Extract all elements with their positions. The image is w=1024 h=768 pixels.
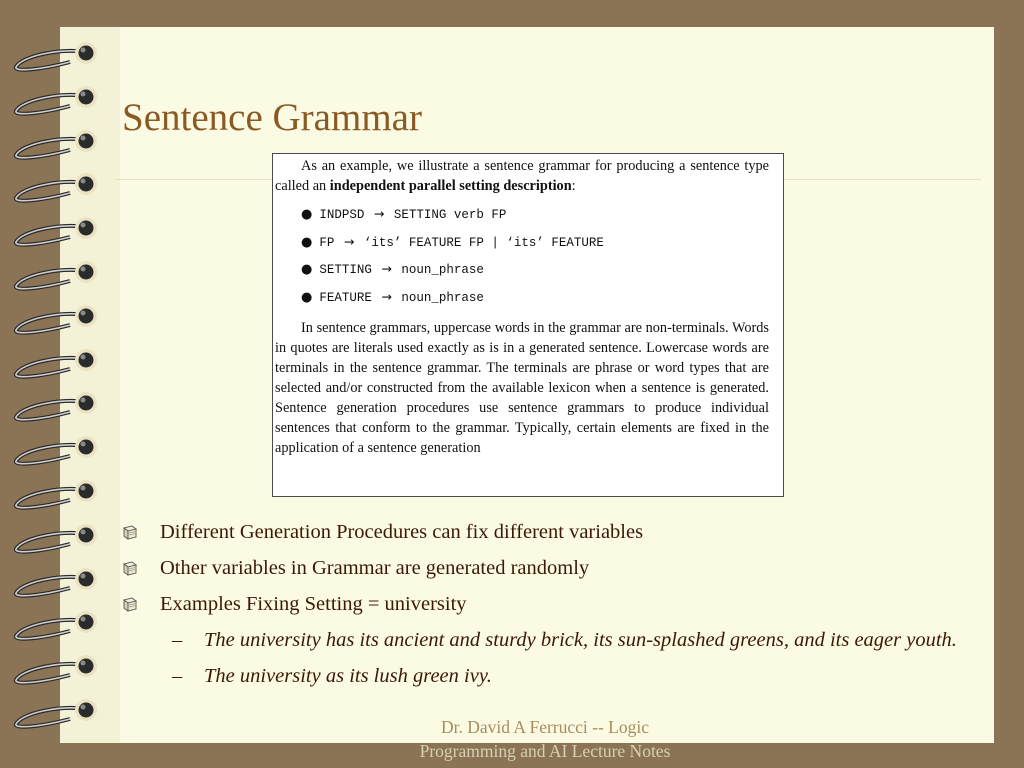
bullet-item <box>122 555 962 591</box>
grammar-rule: ● SETTING → noun_phrase <box>301 261 484 277</box>
excerpt-body-text: In sentence grammars, uppercase words in the grammar are non-terminals. Words in quotes are literals used exactly as is in a generated sentence. Lowercase words are terminals in the sentence grammar. The terminals are phrase or word types that are selected and/or constructed from the available lexicon when a sentence is generated. Sentence generation procedures use sentence grammars to produce individual sentences that conform to the grammar. Typically, certain elements are fixed in the application of a sentence generation <box>275 319 769 456</box>
sub-bullet-item <box>122 663 962 699</box>
sub-bullet-text: The university as its lush green ivy. <box>204 665 492 687</box>
excerpt-bold-term: independent parallel setting description <box>329 178 572 194</box>
binding-ring <box>0 78 110 118</box>
excerpt-intro-end: : <box>571 178 576 194</box>
binding-ring <box>0 122 110 162</box>
slide-footer <box>380 715 710 763</box>
slide-title: Sentence Grammar <box>122 96 422 139</box>
binding-ring <box>0 603 110 643</box>
book-icon <box>122 560 138 576</box>
binding-ring <box>0 647 110 687</box>
grammar-rule: ● FEATURE → noun_phrase <box>301 288 484 305</box>
bullet-list <box>122 519 962 699</box>
binding-ring <box>0 560 110 600</box>
sub-bullet-item <box>122 627 962 663</box>
binding-ring <box>0 209 110 249</box>
binding-ring <box>0 691 110 731</box>
sub-bullet-dash: – <box>172 665 183 687</box>
binding-ring <box>0 516 110 556</box>
excerpt-intro-text: As an example, we illustrate a sentence grammar for producing a sentence type called an <box>275 158 769 194</box>
textbook-excerpt-image <box>272 153 784 497</box>
grammar-rule: ● INDPSD → SETTING verb FP <box>301 206 507 222</box>
binding-ring <box>0 384 110 424</box>
book-icon <box>122 524 138 540</box>
excerpt-intro <box>275 156 769 196</box>
spiral-binding <box>0 0 110 768</box>
grammar-rules <box>275 205 769 307</box>
footer-line-2: Programming and AI Lecture Notes <box>419 741 671 761</box>
excerpt-body <box>275 318 769 458</box>
binding-ring <box>0 341 110 381</box>
bullet-text: Other variables in Grammar are generated randomly <box>160 557 590 579</box>
bullet-text: Examples Fixing Setting = university <box>160 593 467 615</box>
bullet-text: Different Generation Procedures can fix different variables <box>160 521 644 543</box>
binding-ring <box>0 297 110 337</box>
sub-bullet-dash: – <box>172 629 183 651</box>
binding-ring <box>0 472 110 512</box>
footer-line-1: Dr. David A Ferrucci -- Logic <box>440 717 649 737</box>
book-icon <box>122 596 138 612</box>
binding-ring <box>0 165 110 205</box>
binding-ring <box>0 428 110 468</box>
binding-ring <box>0 253 110 293</box>
sub-bullet-text: The university has its ancient and sturdy brick, its sun-splashed greens, and its eager youth. <box>204 629 957 651</box>
binding-ring <box>0 34 110 74</box>
grammar-rule: ● FP → ‘its’ FEATURE FP | ‘its’ FEATURE <box>301 233 604 250</box>
bullet-item <box>122 519 962 555</box>
bullet-item <box>122 591 962 627</box>
